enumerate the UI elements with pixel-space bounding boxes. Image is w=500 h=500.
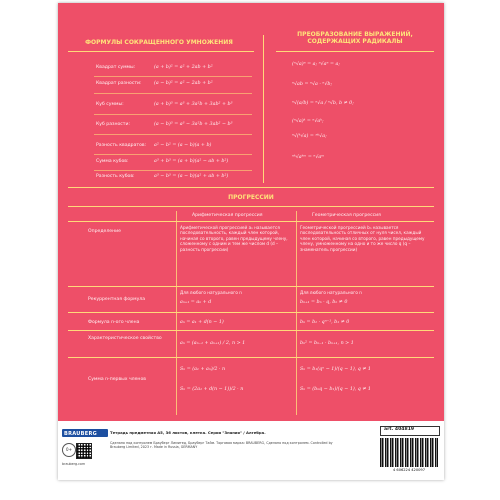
formula: (a + b)³ = a³ + 3a²b + 3ab² + b³ — [154, 102, 233, 107]
age-badge: 0+ — [62, 443, 76, 457]
table-row-divider — [68, 312, 434, 313]
recurrent-geom-note: Для любого натурального n — [300, 290, 362, 295]
formula-label: Сумма кубов: — [96, 159, 129, 164]
formula-label: Разность кубов: — [96, 174, 135, 179]
nth-term-arith: aₙ = a₁ + d(n − 1) — [180, 320, 224, 325]
sum-geom-1: Sₙ = b₁(qⁿ − 1)/(q − 1), q ≠ 1 — [300, 367, 371, 372]
formula-label: Куб суммы: — [96, 102, 124, 107]
notebook-cover — [58, 3, 444, 480]
row-divider — [94, 114, 252, 115]
recurrent-arith-formula: aₙ₊₁ = aₙ + d — [180, 300, 212, 305]
radical-formula: ⁿ√(ᵏ√a) = ⁿᵏ√a; — [292, 134, 327, 139]
nth-term-geom: bₙ = b₁ · qⁿ⁻¹, b₁ ≠ 0 — [300, 320, 350, 325]
formula: a² − b² = (a − b)(a + b) — [154, 143, 212, 148]
recurrent-arith-note: Для любого натурального n — [180, 290, 242, 295]
cover-footer — [58, 421, 444, 480]
left-section-title: ФОРМУЛЫ СОКРАЩЕННОГО УМНОЖЕНИЯ — [85, 39, 233, 46]
table-row-label: Формула n-ого члена — [88, 320, 140, 325]
progressions-top-rule — [68, 187, 434, 188]
row-divider — [94, 154, 252, 155]
formula-label: Квадрат суммы: — [96, 65, 136, 70]
article-number: art. 404819 — [384, 427, 415, 432]
sum-arith-2: Sₙ = (2a₁ + d(n − 1))/2 · n — [180, 387, 244, 392]
formula: (a − b)² = a² − 2ab + b² — [154, 81, 213, 86]
sum-geom-2: Sₙ = (bₙq − b₁)/(q − 1), q ≠ 1 — [300, 387, 371, 392]
property-arith: aₙ = (aₙ₋₁ + aₙ₊₁) / 2, n > 1 — [180, 341, 246, 346]
radical-formula: (ⁿ√a)ᵏ = ⁿ√aᵏ; — [292, 119, 324, 124]
qr-code-icon — [76, 443, 92, 459]
property-geom: bₙ² = bₙ₋₁ · bₙ₊₁, n > 1 — [300, 341, 354, 346]
left-title-underline — [68, 51, 254, 52]
formula: a³ − b³ = (a − b)(a² + ab + b²) — [154, 174, 229, 179]
table-row-divider — [68, 286, 434, 287]
table-row-label: Сумма n-первых членов — [88, 377, 146, 382]
section-divider — [263, 35, 264, 183]
sum-arith-1: Sₙ = (a₁ + aₙ)/2 · n — [180, 367, 226, 372]
recurrent-geom-formula: bₙ₊₁ = bₙ · q, bₙ ≠ 0 — [300, 300, 348, 305]
table-row-divider — [68, 357, 434, 358]
radical-formula: (ⁿ√a)ⁿ = a; ⁿ√aⁿ = a; — [292, 62, 340, 67]
table-row-divider — [68, 330, 434, 331]
table-row-divider — [68, 221, 434, 222]
site-text: brauberg.com — [62, 462, 86, 466]
table-row-label: Определение — [88, 229, 121, 234]
barcode — [380, 438, 438, 467]
table-col-divider — [176, 211, 177, 415]
radical-formula: ⁿ√(a/b) = ⁿ√a / ⁿ√b, b ≠ 0; — [292, 101, 354, 106]
table-row-label: Характеристическое свойство — [88, 336, 162, 341]
row-divider — [94, 170, 252, 171]
brand-logo-text: BRAUBERG — [64, 430, 98, 437]
formula-label: Разность квадратов: — [96, 143, 147, 148]
table-col-divider — [296, 211, 297, 415]
formula: a³ + b³ = (a + b)(a² − ab + b²) — [154, 159, 229, 164]
row-divider — [94, 134, 252, 135]
formula-label: Квадрат разности: — [96, 81, 142, 86]
radical-formula: ⁿᵏ√aᵏᵐ = ⁿ√aᵐ — [292, 155, 325, 160]
formula: (a − b)³ = a³ − 3a²b + 3ab² − b³ — [154, 122, 233, 127]
progressions-title-underline — [68, 206, 434, 207]
row-divider — [94, 93, 252, 94]
table-header-geom: Геометрическая прогрессия — [312, 213, 381, 218]
formula-label: Куб разности: — [96, 122, 130, 127]
table-header-arith: Арифметическая прогрессия — [192, 213, 263, 218]
product-description: Тетрадь предметная А5, 36 листов, клетка. Серия "Знания" / Алгебра. — [110, 430, 266, 435]
barcode-digits: 4 606224 420097 — [380, 468, 438, 472]
formula: (a + b)² = a² + 2ab + b² — [154, 65, 213, 70]
table-row-label: Рекуррентная формула — [88, 297, 146, 302]
row-divider — [94, 76, 252, 77]
progressions-title: ПРОГРЕССИИ — [228, 194, 274, 201]
right-title-underline — [276, 51, 434, 52]
small-print: Сделано под контролем Брауберг Лимитед, Брауберг Тайм. Торговая марка: BRAUBERG, Сделано под контролем. Controlled by Brauberg Limited, 2023 г. Made in Russia, GERMANY — [110, 441, 333, 450]
right-section-title: ПРЕОБРАЗОВАНИЕ ВЫРАЖЕНИЙ, СОДЕРЖАЩИХ РАДИКАЛЫ — [297, 31, 413, 45]
radical-formula: ⁿ√ab = ⁿ√a · ⁿ√b; — [292, 82, 333, 87]
definition-geom: Геометрической прогрессией bₙ называется последовательность отличных от нуля чисел, каждый член которой, начиная со второго, равен предыдущему члену, умноженному на одно и то же число q (q – знаменатель прогрессии) — [300, 225, 425, 252]
definition-arith: Арифметической прогрессией aₙ называется последовательность, каждый член которой, начиная со второго, равен предыдущему члену, сложенному с одним и тем же числом d (d – разность прогрессии) — [180, 225, 288, 252]
